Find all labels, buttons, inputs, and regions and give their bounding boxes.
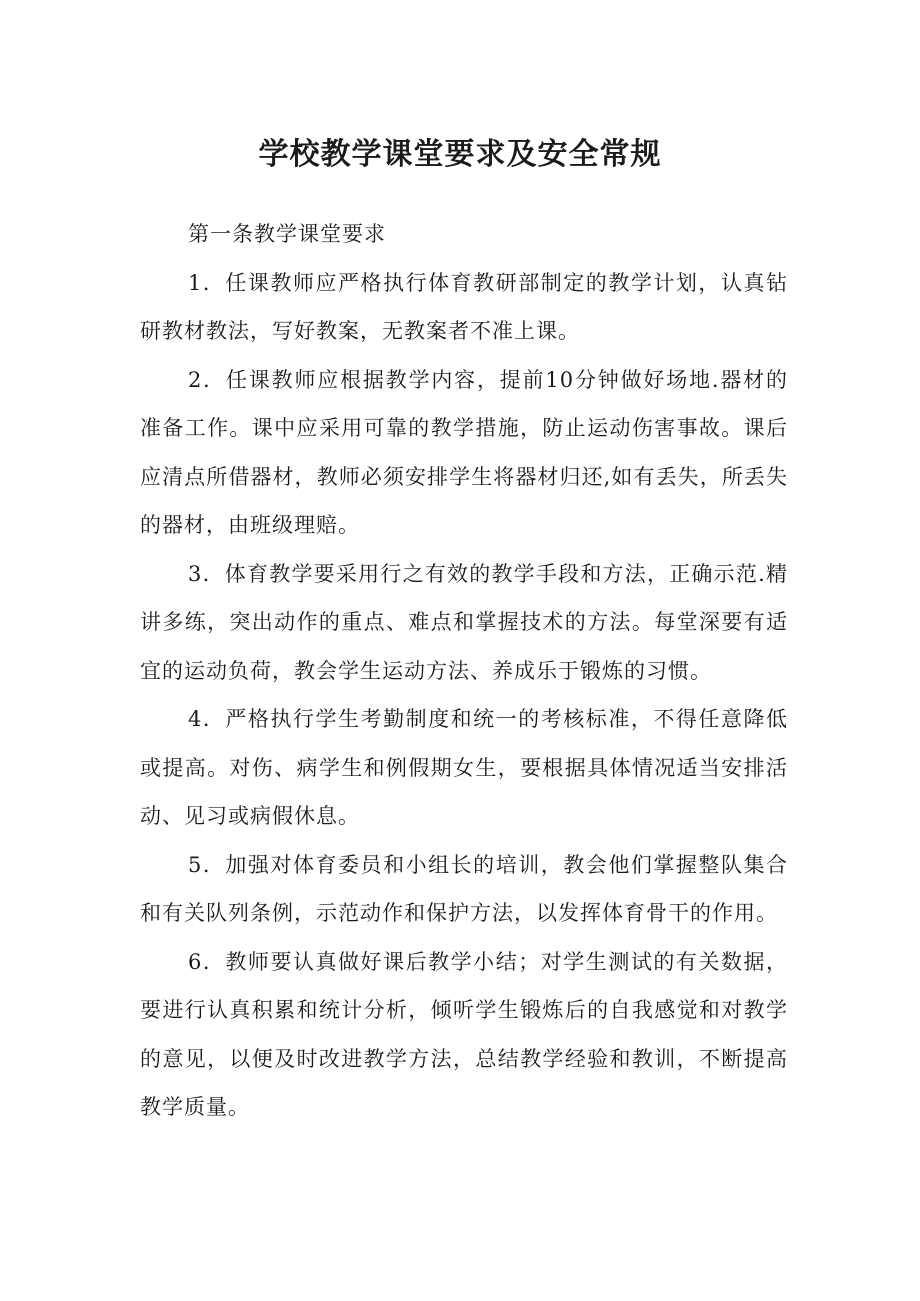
paragraph-5: 5．加强对体育委员和小组长的培训，教会他们掌握整队集合和有关队列条例，示范动作和保护方法，以发挥体育骨干的作用。 bbox=[140, 852, 788, 925]
document-title: 学校教学课堂要求及安全常规 bbox=[258, 137, 662, 172]
section-heading: 第一条教学课堂要求 bbox=[188, 222, 386, 246]
document-body bbox=[140, 210, 788, 1132]
paragraph-6: 6．教师要认真做好课后教学小结；对学生测试的有关数据，要进行认真积累和统计分析，倾听学生锻炼后的自我感觉和对教学的意见，以便及时改进教学方法，总结教学经验和教训，不断提高教学质量。 bbox=[140, 949, 788, 1119]
paragraph-4: 4．严格执行学生考勤制度和统一的考核标准，不得任意降低或提高。对伤、病学生和例假期女生，要根据具体情况适当安排活动、见习或病假休息。 bbox=[140, 707, 788, 828]
paragraph-1: 1．任课教师应严格执行体育教研部制定的教学计划，认真钻研教材教法，写好教案，无教案者不准上课。 bbox=[140, 270, 788, 343]
paragraph-2: 2．任课教师应根据教学内容，提前10分钟做好场地.器材的准备工作。课中应采用可靠的教学措施，防止运动伤害事故。课后应清点所借器材，教师必须安排学生将器材归还,如有丢失，所丢失的器材，由班级理赔。 bbox=[140, 367, 788, 537]
paragraph-3: 3．体育教学要采用行之有效的教学手段和方法，正确示范.精讲多练，突出动作的重点、难点和掌握技术的方法。每堂深要有适宜的运动负荷，教会学生运动方法、养成乐于锻炼的习惯。 bbox=[140, 561, 788, 683]
